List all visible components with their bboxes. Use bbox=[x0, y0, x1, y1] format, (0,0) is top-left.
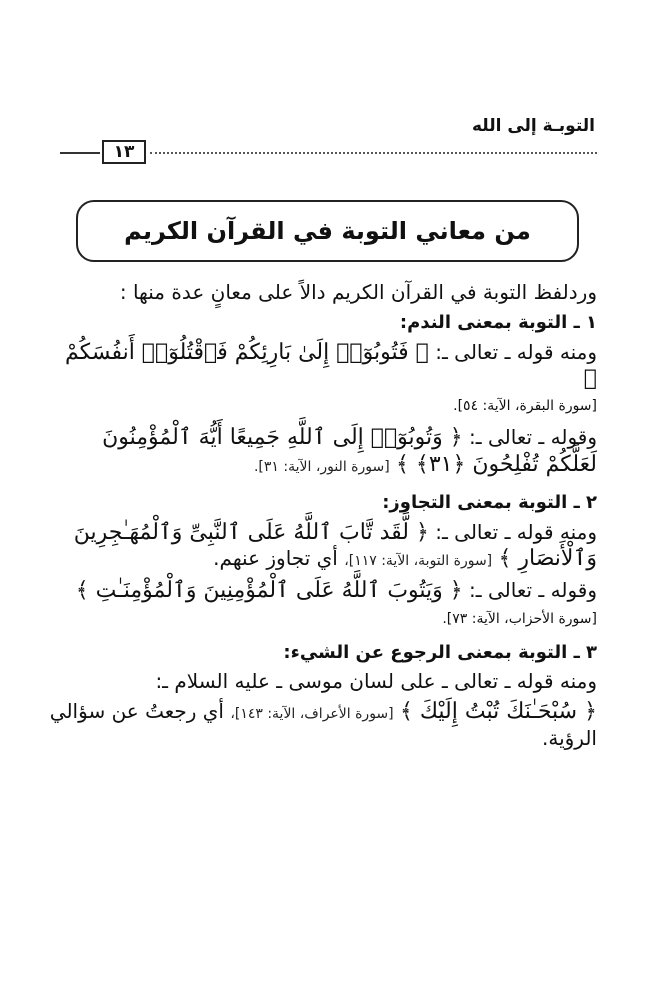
s1-l2-ref: [سورة النور، الآية: ٣١]. bbox=[253, 458, 390, 475]
section-heading: من معاني التوبة في القرآن الكريم bbox=[76, 200, 579, 262]
header-rule-left bbox=[60, 152, 100, 154]
s2-l1-text: ومنه قوله ـ تعالى ـ: bbox=[435, 519, 597, 544]
s3-l1-ref: [سورة الأعراف، الآية: ١٤٣]، bbox=[230, 706, 394, 723]
intro-paragraph: وردلفظ التوبة في القرآن الكريم دالاً على معانٍ عدة منها : bbox=[119, 280, 597, 304]
s1-l1-ref: [سورة البقرة، الآية: ٥٤]. bbox=[453, 398, 597, 415]
s3-l1-after: أي رجعتُ عن سؤالي الرؤية. bbox=[49, 699, 597, 750]
s2-l2-text: وقوله ـ تعالى ـ: bbox=[469, 578, 597, 603]
s2-l1-ref: [سورة التوبة، الآية: ١١٧]، bbox=[344, 552, 493, 569]
s1-l1-ayah: ﴿ فَتُوبُوٓا۟ إِلَىٰ بَارِئِكُمْ فَٱقْتُلُوٓا۟ أَنفُسَكُمْ ﴾ bbox=[65, 339, 597, 391]
s2-l2-ref: [سورة الأحزاب، الآية: ٧٣]. bbox=[442, 610, 597, 627]
subheading-1: ١ ـ التوبة بمعنى الندم: bbox=[399, 312, 597, 333]
body-text bbox=[45, 280, 597, 756]
subheading-3: ٣ ـ التوبة بمعنى الرجوع عن الشيء: bbox=[283, 641, 597, 663]
s3-line-2 bbox=[45, 699, 597, 749]
s3-l1-ayah: ﴿ سُبْحَـٰنَكَ تُبْتُ إِلَيْكَ ﴾ bbox=[399, 699, 597, 725]
s1-l2-ayah: ﴿ وَتُوبُوٓا۟ إِلَى ٱللَّهِ جَمِيعًا أَيُّهَ ٱلْمُؤْمِنُونَ لَعَلَّكُمْ تُفْلِحُونَ ﴿٣١﴾ ﴾ bbox=[102, 425, 597, 477]
s2-line-1 bbox=[45, 520, 597, 573]
s1-line-1 bbox=[45, 340, 597, 393]
s3-line-1: ومنه قوله ـ تعالى ـ على لسان موسى ـ عليه السلام ـ: bbox=[155, 669, 597, 694]
s2-line-2 bbox=[45, 578, 597, 604]
s2-l2-ayah: ﴿ وَيَتُوبَ ٱللَّهُ عَلَى ٱلْمُؤْمِنِينَ وَٱلْمُؤْمِنَـٰتِ ﴾ bbox=[75, 578, 463, 604]
running-title: التوبـة إلى الله bbox=[471, 116, 595, 136]
s1-line-2 bbox=[45, 425, 597, 478]
header-rule-right bbox=[150, 152, 597, 154]
s1-l1-text: ومنه قوله ـ تعالى ـ: bbox=[435, 339, 597, 364]
s1-l2-text: وقوله ـ تعالى ـ: bbox=[469, 425, 597, 450]
subheading-2: ٢ ـ التوبة بمعنى التجاوز: bbox=[382, 491, 597, 513]
s2-l1-after: أي تجاوز عنهم. bbox=[213, 545, 338, 570]
page-number: ١٣ bbox=[102, 140, 146, 164]
s2-l1-ayah: ﴿ لَّقَد تَّابَ ٱللَّهُ عَلَى ٱلنَّبِىِّ وَٱلْمُهَـٰجِرِينَ وَٱلْأَنصَارِ ﴾ bbox=[73, 519, 597, 571]
